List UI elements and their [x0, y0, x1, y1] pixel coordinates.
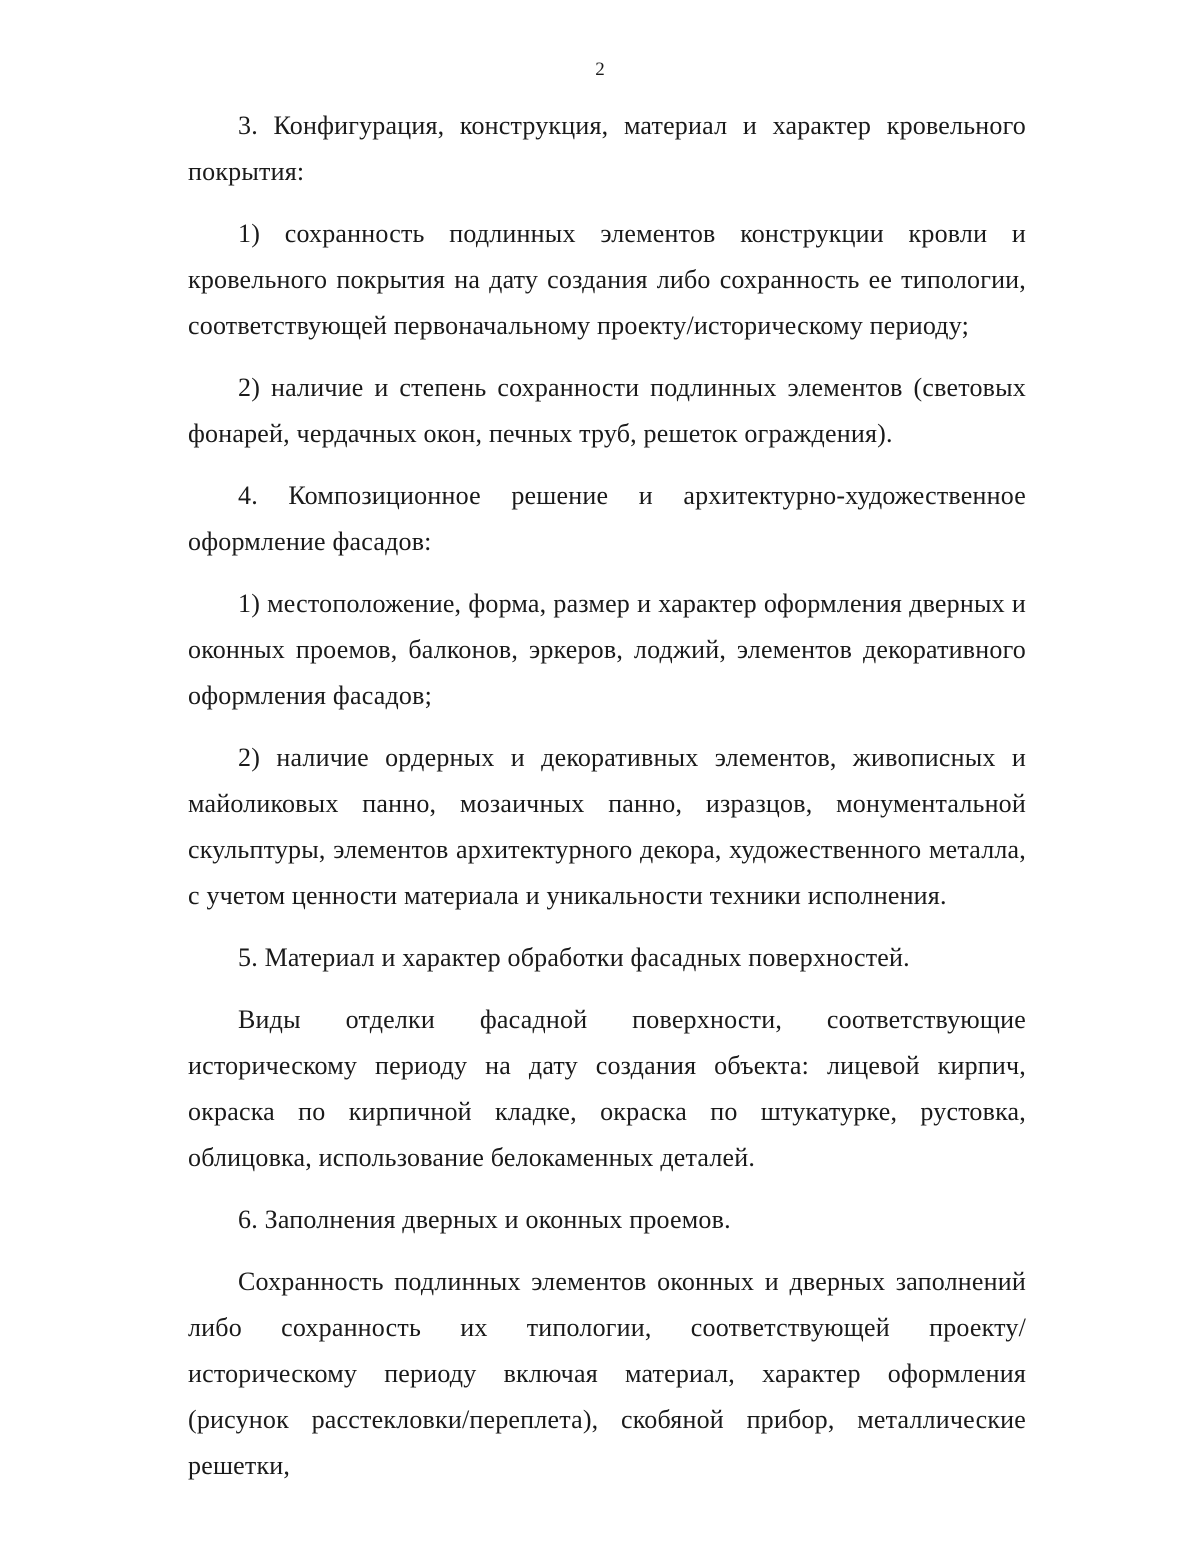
document-body	[188, 103, 1026, 1505]
section-3-item-2: 2) наличие и степень сохранности подлинных элементов (световых фонарей, чердачных окон, печных труб, решеток ограждения).	[188, 373, 1026, 448]
section-4-heading: 4. Композиционное решение и архитектурно-художественное оформление фасадов:	[188, 481, 1026, 556]
section-5-body: Виды отделки фасадной поверхности, соответствующие историческому периоду на дату создания объекта: лицевой кирпич, окраска по кирпичной кладке, окраска по штукатурке, рустовка, облицовка, использование белокаменных деталей.	[188, 1005, 1026, 1172]
section-4-item-2: 2) наличие ордерных и декоративных элементов, живописных и майоликовых панно, мозаичных панно, изразцов, монументальной скульптуры, элементов архитектурного декора, художественного металла, с учетом ценности материала и уникальности техники исполнения.	[188, 743, 1026, 910]
section-4-item-1: 1) местоположение, форма, размер и характер оформления дверных и оконных проемов, балконов, эркеров, лоджий, элементов декоративного оформления фасадов;	[188, 589, 1026, 710]
page-number: 2	[595, 59, 605, 80]
section-6-heading: 6. Заполнения дверных и оконных проемов.	[238, 1205, 731, 1234]
section-5-heading: 5. Материал и характер обработки фасадных поверхностей.	[238, 943, 910, 972]
section-3-heading: 3. Конфигурация, конструкция, материал и характер кровельного покрытия:	[188, 111, 1026, 186]
section-3-item-1: 1) сохранность подлинных элементов конструкции кровли и кровельного покрытия на дату создания либо сохранность ее типологии, соответствующей первоначальному проекту/историческому периоду;	[188, 219, 1026, 340]
section-6-body: Сохранность подлинных элементов оконных и дверных заполнений либо сохранность их типологии, соответствующей проекту/историческому периоду включая материал, характер оформления (рисунок расстекловки/переплета), скобяной прибор, металлические решетки,	[188, 1267, 1026, 1480]
